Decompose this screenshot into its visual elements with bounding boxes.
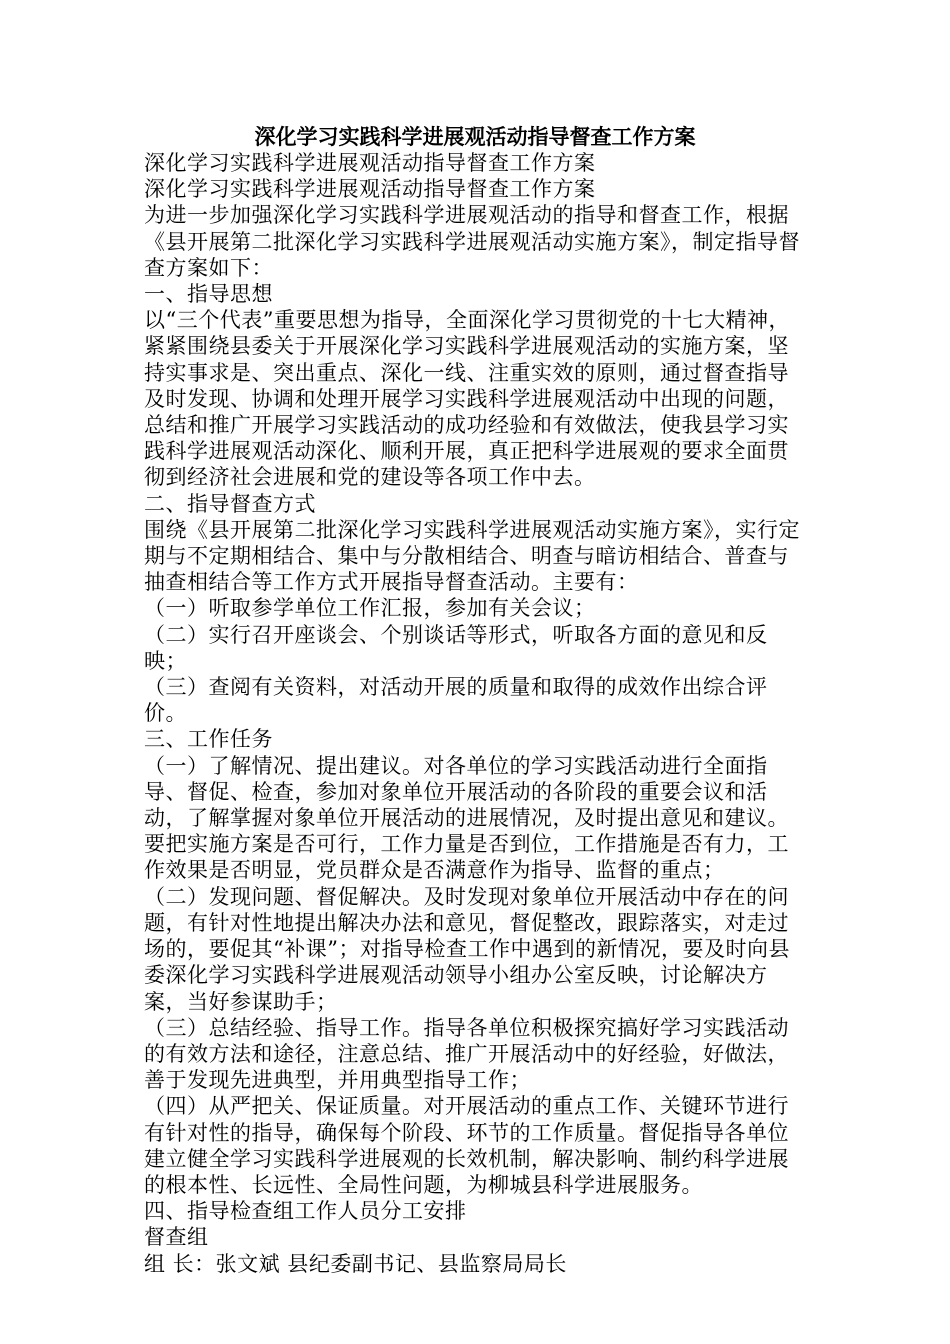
- subtitle-line: 深化学习实践科学进展观活动指导督查工作方案: [144, 177, 596, 202]
- list-item: （二）发现问题、督促解决。及时发现对象单位开展活动中存在的问题，有针对性地提出解决办法和意见，督促整改，跟踪落实，对走过场的，要促其“补课”；对指导检查工作中遇到的新情况，要及时向县委深化学习实践科学进展观活动领导小组办公室反映，讨论解决方案，当好参谋助手；: [144, 884, 790, 1014]
- list-item: （一）了解情况、提出建议。对各单位的学习实践活动进行全面指导、督促、检查，参加对象单位开展活动的各阶段的重要会议和活动，了解掌握对象单位开展活动的进展情况，及时提出意见和建议。要把实施方案是否可行，工作力量是否到位，工作措施是否有力，工作效果是否明显，党员群众是否满意作为指导、监督的重点；: [144, 753, 789, 883]
- list-item: （一）听取参学单位工作汇报，参加有关会议；: [144, 596, 596, 621]
- group-leader-line: 组 长：张文斌 县纪委副书记、县监察局局长: [144, 1251, 567, 1276]
- supervision-methods-paragraph: 围绕《县开展第二批深化学习实践科学进展观活动实施方案》，实行定期与不定期相结合、集中与分散相结合、明查与暗访相结合、普查与抽查相结合等工作方式开展指导督查活动。主要有：: [144, 517, 800, 595]
- list-item: （四）从严把关、保证质量。对开展活动的重点工作、关键环节进行有针对性的指导，确保每个阶段、环节的工作质量。督促指导各单位建立健全学习实践科学进展观的长效机制，解决影响、制约科学进展的根本性、长远性、全局性问题，为柳城县科学进展服务。: [144, 1094, 789, 1197]
- subtitle-line: 深化学习实践科学进展观活动指导督查工作方案: [144, 151, 596, 175]
- list-item: （二）实行召开座谈会、个别谈话等形式，听取各方面的意见和反映；: [144, 622, 768, 673]
- list-item: （三）总结经验、指导工作。指导各单位积极探究搞好学习实践活动的有效方法和途径，注意总结、推广开展活动中的好经验，好做法，善于发现先进典型，并用典型指导工作；: [144, 1015, 789, 1093]
- section-heading-work-tasks: 三、工作任务: [144, 727, 273, 752]
- section-heading-guiding-ideology: 一、指导思想: [144, 282, 273, 307]
- document-body: [144, 150, 804, 1277]
- section-heading-staff-assignment: 四、指导检查组工作人员分工安排: [144, 1199, 467, 1224]
- group-label: 督查组: [144, 1225, 209, 1250]
- intro-paragraph: 为进一步加强深化学习实践科学进展观活动的指导和督查工作，根据《县开展第二批深化学习实践科学进展观活动实施方案》，制定指导督查方案如下：: [144, 203, 800, 280]
- guiding-ideology-paragraph: 以“三个代表”重要思想为指导，全面深化学习贯彻党的十七大精神，紧紧围绕县委关于开展深化学习实践科学进展观活动的实施方案，坚持实事求是、突出重点、深化一线、注重实效的原则，通过督查指导及时发现、协调和处理开展学习实践科学进展观活动中出现的问题，总结和推广开展学习实践活动的成功经验和有效做法，使我县学习实践科学进展观活动深化、顺利开展，真正把科学进展观的要求全面贯彻到经济社会进展和党的建设等各项工作中去。: [144, 308, 790, 490]
- section-heading-supervision-methods: 二、指导督查方式: [144, 491, 316, 516]
- document-title: 深化学习实践科学进展观活动指导督查工作方案: [254, 124, 696, 149]
- list-item: （三）查阅有关资料，对活动开展的质量和取得的成效作出综合评价。: [144, 675, 768, 726]
